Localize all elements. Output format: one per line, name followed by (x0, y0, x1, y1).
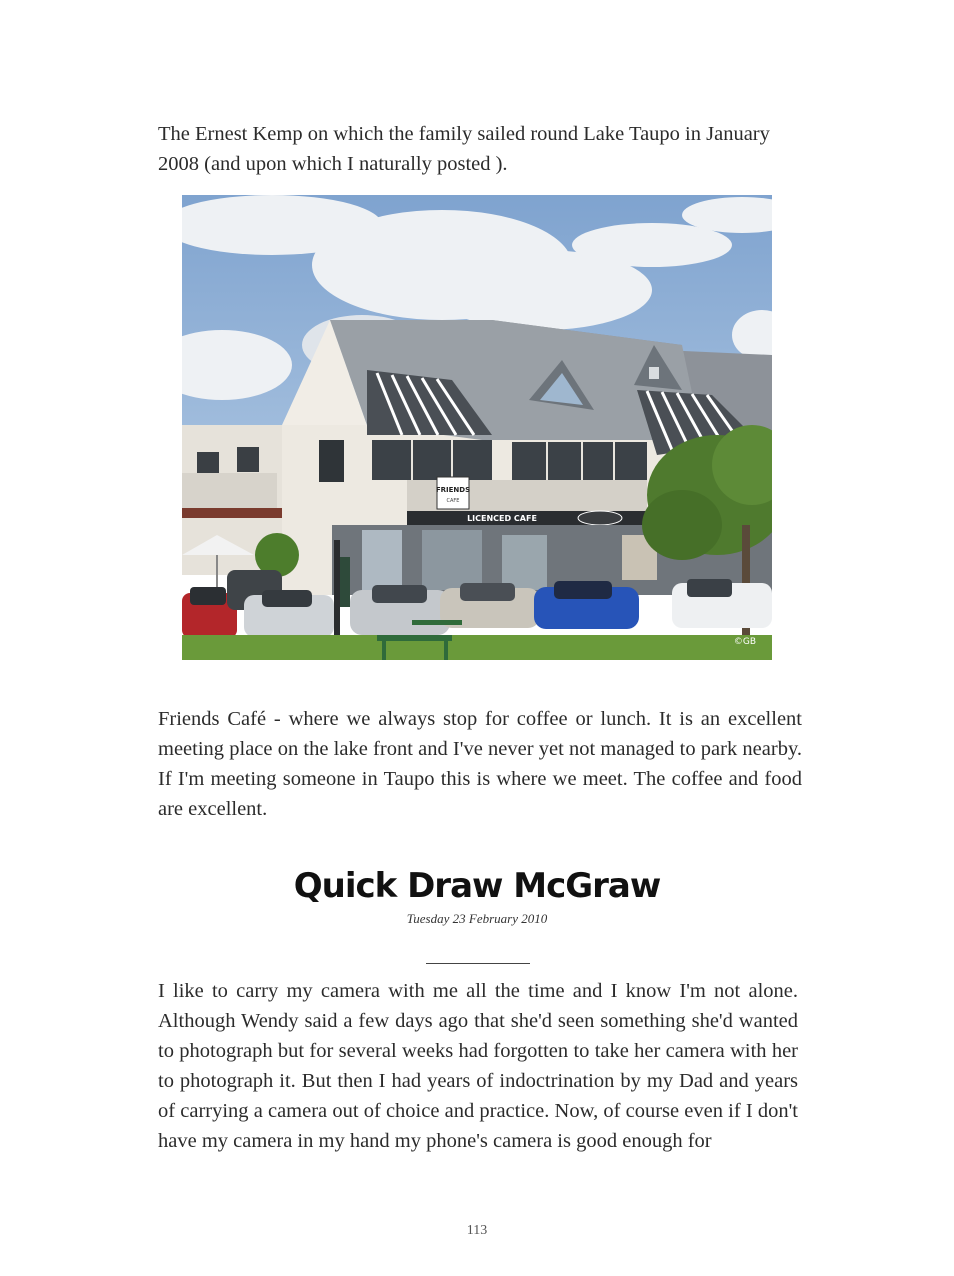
grass (182, 635, 772, 660)
post-title: Quick Draw McGraw (293, 866, 661, 906)
post-date: Tuesday 23 February 2010 (406, 911, 548, 926)
post-body-paragraph: I like to carry my camera with me all the time and I know I'm not alone. Although Wendy said a few days ago that she'd seen something she'd wanted to photograph but for several weeks had forgotten to take her camera with her to photograph it. But then I had years of indoctrination by my Dad and years of carrying a camera out of choice and practice. Now, of course even if I don't have my camera in my hand my phone's camera is good enough for (158, 980, 798, 1152)
title-divider (426, 963, 530, 964)
sign-friends: FRIENDS (435, 486, 471, 494)
sign-licenced: LICENCED CAFE (467, 514, 537, 523)
photo-copyright: ©GB (733, 637, 757, 647)
page-number: 113 (466, 1223, 488, 1238)
caption-paragraph: Friends Café - where we always stop for coffee or lunch. It is an excellent meeting place on the lake front and I've never yet not managed to park nearby. If I'm meeting someone in Taupo this is where we meet. The coffee and food are excellent. (158, 708, 802, 820)
intro-paragraph: The Ernest Kemp on which the family sailed round Lake Taupo in January 2008 (and upon which I naturally posted ). (158, 123, 770, 175)
sign-cafe: CAFE (446, 498, 460, 504)
friends-cafe-photo (182, 195, 772, 660)
